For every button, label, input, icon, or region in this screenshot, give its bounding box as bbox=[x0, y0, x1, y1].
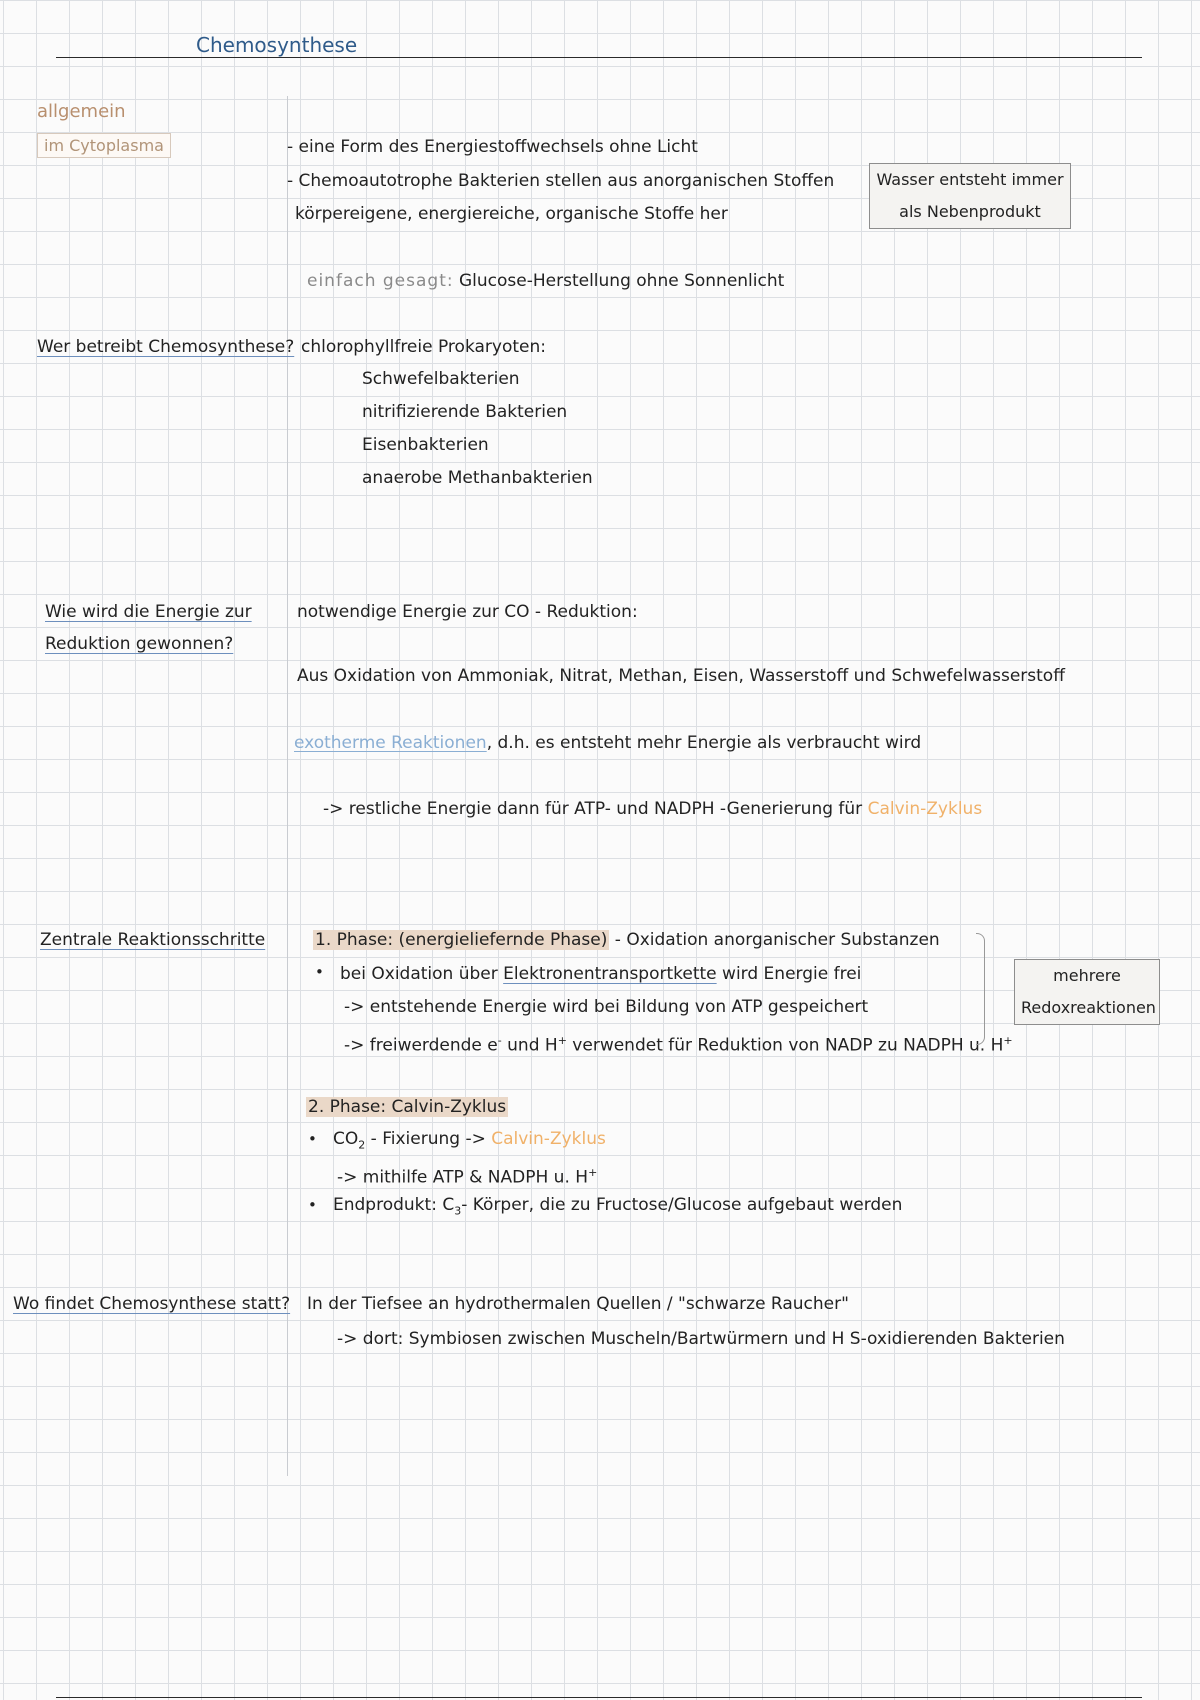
where-question: Wo findet Chemosynthese statt? bbox=[13, 1294, 291, 1314]
redox-note-line-1: mehrere bbox=[1053, 966, 1121, 985]
exotherm-link[interactable]: exotherme Reaktionen bbox=[294, 733, 487, 753]
energy-question-line-2: Reduktion gewonnen? bbox=[45, 634, 234, 654]
simply-said-text: Glucose-Herstellung ohne Sonnenlicht bbox=[459, 271, 785, 291]
phase-2-bullet-2 bbox=[333, 1194, 902, 1222]
who-item-4: anaerobe Methanbakterien bbox=[362, 468, 593, 488]
phase-2-sub-text: -> mithilfe ATP & NADPH u. H bbox=[337, 1167, 589, 1188]
bottom-rule bbox=[56, 1697, 1142, 1698]
sup-minus: - bbox=[497, 1034, 502, 1047]
who-item-3: Eisenbakterien bbox=[362, 435, 489, 455]
simply-said-line bbox=[307, 270, 784, 292]
energy-line-3 bbox=[294, 732, 921, 754]
who-question: Wer betreibt Chemosynthese? bbox=[37, 337, 295, 357]
etc-link: Elektronentransportkette bbox=[503, 964, 717, 984]
endproduct-b: - Körper, die zu Fructose/Glucose aufgebaut werden bbox=[461, 1195, 903, 1215]
phase-1-sub-2-b: und H bbox=[501, 1035, 558, 1056]
water-note-line-1: Wasser entsteht immer bbox=[876, 170, 1064, 189]
redox-note-box bbox=[1014, 959, 1160, 1025]
page-title: Chemosynthese bbox=[196, 33, 358, 57]
bullet-icon: • bbox=[308, 1130, 317, 1148]
c3-sub: 3 bbox=[454, 1204, 462, 1218]
bullet-icon: • bbox=[308, 1196, 317, 1214]
allgemein-line-2: - Chemoautotrophe Bakterien stellen aus anorganischen Stoffen bbox=[287, 171, 835, 191]
allgemein-line-1: - eine Form des Energiestoffwechsels ohne Licht bbox=[287, 137, 698, 157]
phase-1-bullet-prefix: bei Oxidation über bbox=[340, 964, 504, 984]
water-note-line-2: als Nebenprodukt bbox=[899, 202, 1041, 221]
phase-2-bullet-1 bbox=[333, 1128, 606, 1156]
curly-bracket bbox=[976, 933, 985, 1045]
steps-question: Zentrale Reaktionsschritte bbox=[40, 930, 266, 950]
who-intro: chlorophyllfreie Prokaryoten: bbox=[301, 337, 546, 357]
where-line-2: -> dort: Symbiosen zwischen Muscheln/Bartwürmern und H S-oxidierenden Bakterien bbox=[337, 1329, 1065, 1349]
calvin-cycle-ref-2: Calvin-Zyklus bbox=[491, 1129, 606, 1149]
energy-line-1: notwendige Energie zur CO - Reduktion: bbox=[297, 602, 638, 622]
exotherm-rest: , d.h. es entsteht mehr Energie als verbraucht wird bbox=[486, 733, 922, 753]
phase-1-sub-2 bbox=[344, 1030, 1013, 1057]
calvin-cycle-ref-1: Calvin-Zyklus bbox=[867, 799, 983, 819]
phase-1-bullet-suffix: wird Energie frei bbox=[716, 964, 862, 984]
energy-line-2: Aus Oxidation von Ammoniak, Nitrat, Methan, Eisen, Wasserstoff und Schwefelwasserstoff bbox=[297, 666, 1065, 686]
sup-plus-3: + bbox=[588, 1166, 598, 1179]
simply-said-label: einfach gesagt: bbox=[307, 271, 454, 291]
energy-question-line-1: Wie wird die Energie zur bbox=[45, 602, 252, 622]
phase-1-rest: - Oxidation anorganischer Substanzen bbox=[609, 930, 940, 950]
energy-line-4 bbox=[323, 798, 982, 820]
where-line-1: In der Tiefsee an hydrothermalen Quellen / "schwarze Raucher" bbox=[307, 1294, 849, 1314]
section-tag-allgemein: allgemein bbox=[37, 101, 126, 122]
water-note-box bbox=[869, 163, 1071, 229]
endproduct-a: Endprodukt: C bbox=[333, 1195, 455, 1215]
phase-1-sub-2-c: verwendet für Reduktion von NADP zu NADPH u. H bbox=[566, 1035, 1004, 1056]
phase-2-heading: 2. Phase: Calvin-Zyklus bbox=[308, 1097, 507, 1117]
phase-1-sub-1: -> entstehende Energie wird bei Bildung von ATP gespeichert bbox=[344, 997, 869, 1017]
top-rule bbox=[56, 57, 1142, 58]
energy-line-4-text: -> restliche Energie dann für ATP- und NADPH -Generierung für bbox=[323, 799, 863, 819]
phase-1-bullet bbox=[340, 963, 861, 985]
phase-2-sub bbox=[337, 1162, 597, 1189]
redox-note-line-2: Redoxreaktionen bbox=[1021, 998, 1156, 1017]
co2-text: CO bbox=[333, 1129, 359, 1149]
phase-1-sub-2-a: -> freiwerdende e bbox=[344, 1035, 498, 1056]
sup-plus-2: + bbox=[1003, 1034, 1013, 1047]
sup-plus-1: + bbox=[557, 1034, 567, 1047]
who-item-2: nitrifizierende Bakterien bbox=[362, 402, 568, 422]
phase-1-heading: 1. Phase: (energieliefernde Phase) bbox=[315, 930, 608, 950]
allgemein-line-3: körpereigene, energiereiche, organische Stoffe her bbox=[295, 204, 728, 224]
bullet-icon: • bbox=[315, 963, 324, 981]
fixation-text: - Fixierung -> bbox=[365, 1129, 492, 1149]
who-item-1: Schwefelbakterien bbox=[362, 369, 520, 389]
location-tag: im Cytoplasma bbox=[37, 133, 171, 158]
phase-1-heading-line bbox=[313, 929, 940, 951]
phase-2-heading-line bbox=[306, 1096, 508, 1118]
co2-sub: 2 bbox=[358, 1138, 366, 1152]
margin-line bbox=[287, 96, 288, 1476]
